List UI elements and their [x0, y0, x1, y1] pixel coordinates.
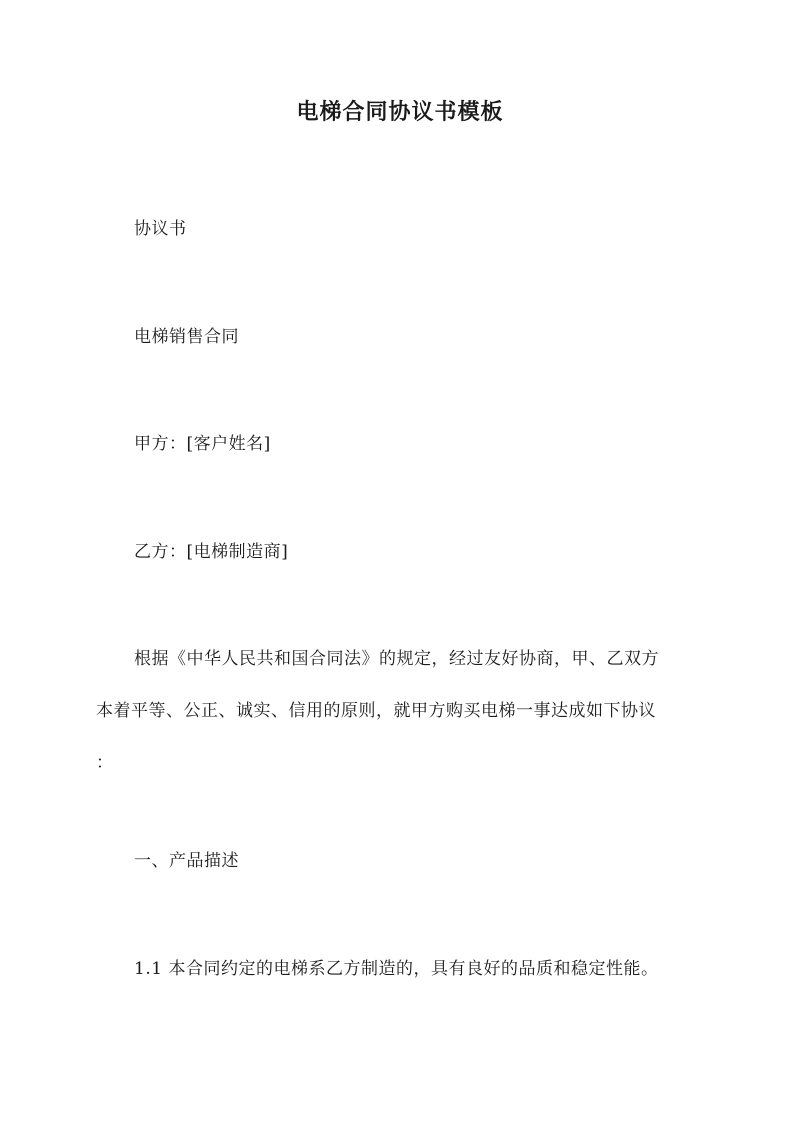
clause-1-1: 1.1 本合同约定的电梯系乙方制造的，具有良好的品质和稳定性能。 — [134, 959, 659, 979]
section-1-heading: 一、产品描述 — [134, 851, 239, 871]
paragraph-party-a: 甲方：[客户姓名] — [134, 434, 271, 454]
paragraph-contract-name: 电梯销售合同 — [134, 327, 239, 347]
preamble-line-1: 根据《中华人民共和国合同法》的规定，经过友好协商，甲、乙双方 — [134, 649, 659, 669]
paragraph-agreement-label: 协议书 — [134, 219, 187, 239]
document-title: 电梯合同协议书模板 — [296, 99, 504, 125]
paragraph-preamble — [96, 646, 702, 802]
preamble-line-2: 本着平等、公正、诚实、信用的原则，就甲方购买电梯一事达成如下协议 — [96, 701, 656, 721]
preamble-line-3: ： — [96, 753, 114, 773]
paragraph-party-b: 乙方：[电梯制造商] — [134, 542, 289, 562]
